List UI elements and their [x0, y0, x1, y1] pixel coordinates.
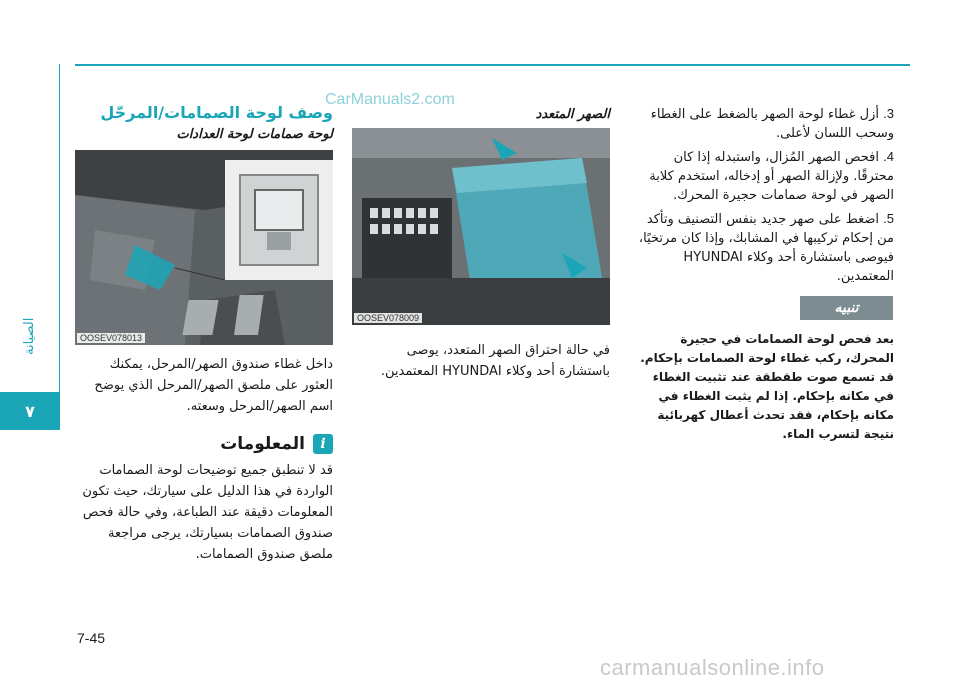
instrument-panel-fuse-photo — [75, 150, 333, 345]
notice-header — [75, 432, 333, 456]
step-text: اضغط على صهر جديد بنفس التصنيف وتأكد من إحكام تركيبها في المشابك، وإذا كان مرتخيًا، فيوصى باستشارة أحد وكلاء HYUNDAI المعتمدين. — [638, 212, 894, 284]
list-item — [632, 147, 894, 205]
engine-fuse-box-photo — [352, 128, 610, 325]
footer-watermark: carmanualsonline.info — [600, 655, 825, 680]
caution-text: بعد فحص لوحة الصمامات في حجيرة المحرك، ركب غطاء لوحة الصمامات بإحكام. قد تسمع صوت طقطقة عند تثبيت الغطاء في مكانه بإحكام. إذا لم يثبت الغطاء في مكانه بإحكام، فقد تحدث أعطال كهربائية نتيجة لتسرب الماء. — [640, 332, 894, 441]
notice-title: المعلومات — [220, 434, 305, 454]
multi-fuse-title: الصهر المتعدد — [535, 107, 610, 122]
fuse-label-paragraph: داخل غطاء صندوق الصهر/المرحل، يمكنك العثور على ملصق الصهر/المرحل الذي يوضح اسم الصهر/المرحل وسعته. — [94, 357, 333, 414]
image-code: OOSEV078009 — [354, 313, 422, 323]
step-number: 3. — [883, 106, 894, 121]
watermark: CarManuals2.com — [325, 91, 455, 108]
notice-text: قد لا تنطبق جميع توضيحات لوحة الصمامات الواردة في هذا الدليل على سيارتك، حيث تكون المعلومات دقيقة عند الطباعة، وفي حالة فحص صندوق الصمامات بسيارتك، يرجى مراجعة ملصق صندوق الصمامات. — [82, 463, 333, 562]
engine-compartment-illustration — [352, 128, 610, 325]
section-title: وصف لوحة الصمامات/المرحّل — [100, 103, 333, 122]
list-item — [632, 104, 894, 143]
top-rule — [75, 64, 910, 66]
chapter-badge: ٧ — [0, 392, 60, 430]
info-icon: i — [313, 434, 333, 454]
multi-fuse-paragraph: في حالة احتراق الصهر المتعدد، يوصى باستشارة أحد وكلاء HYUNDAI المعتمدين. — [380, 343, 610, 379]
step-text: افحص الصهر المُزال، واستبدله إذا كان محترقًا. ولإزالة الصهر أو إدخاله، استخدم كلابة الصهر في لوحة صمامات حجيرة المحرك. — [649, 150, 894, 203]
steps-list — [632, 104, 894, 290]
side-tab-label: الصيانة — [22, 318, 37, 356]
list-item — [632, 209, 894, 286]
section-subtitle: لوحة صمامات لوحة العدادات — [176, 127, 333, 142]
caution-badge: تنبيه — [800, 296, 893, 320]
step-text: أزل غطاء لوحة الصهر بالضغط على الغطاء وسحب اللسان لأعلى. — [650, 107, 894, 141]
image-code: OOSEV078013 — [77, 333, 145, 343]
step-number: 5. — [883, 211, 894, 226]
instrument-panel-illustration — [75, 150, 333, 345]
step-number: 4. — [883, 149, 894, 164]
page-number: 7-45 — [77, 630, 106, 646]
